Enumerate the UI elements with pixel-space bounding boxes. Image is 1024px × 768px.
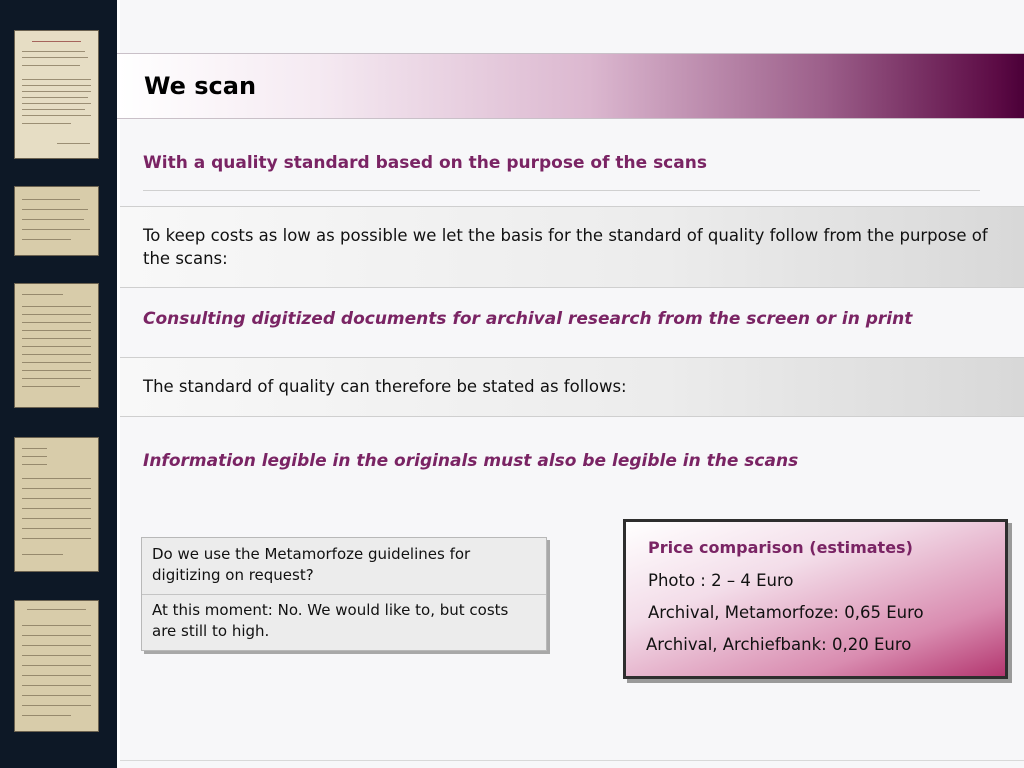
handwritten-document-thumbnail	[14, 186, 99, 256]
price-line-metamorfoze: Archival, Metamorfoze: 0,65 Euro	[648, 603, 924, 622]
archival-document-thumbnail	[14, 600, 99, 732]
purpose-highlight: Consulting digitized documents for archival research from the screen or in print	[143, 309, 913, 329]
divider	[142, 594, 546, 595]
quality-highlight: Information legible in the originals must also be legible in the scans	[143, 451, 799, 471]
price-line-archiefbank: Archival, Archiefbank: 0,20 Euro	[646, 635, 912, 654]
subtitle: With a quality standard based on the purpose of the scans	[143, 153, 707, 173]
archival-document-thumbnail	[14, 283, 99, 408]
page-title: We scan	[144, 72, 257, 100]
price-line-photo: Photo : 2 – 4 Euro	[648, 571, 794, 590]
price-comparison-title: Price comparison (estimates)	[648, 538, 913, 557]
archival-document-thumbnail	[14, 30, 99, 159]
answer-text: At this moment: No. We would like to, but costs are still to high.	[152, 601, 509, 640]
metamorfoze-question-box	[141, 537, 547, 651]
sidebar-document-strip	[0, 0, 117, 768]
archival-document-thumbnail	[14, 437, 99, 572]
footer-rule	[120, 760, 1024, 761]
quality-paragraph: The standard of quality can therefore be stated as follows:	[143, 377, 627, 396]
price-comparison-box	[623, 519, 1008, 679]
divider	[143, 190, 980, 191]
question-text: Do we use the Metamorfoze guidelines for digitizing on request?	[152, 545, 471, 584]
purpose-paragraph: To keep costs as low as possible we let the basis for the standard of quality follow from the purpose of the scans:	[143, 226, 988, 268]
